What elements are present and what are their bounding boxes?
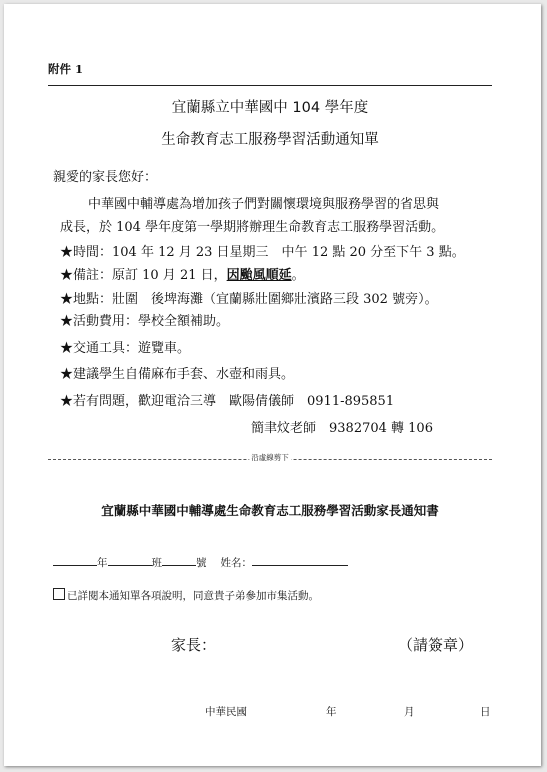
parent-label: 家長：	[171, 636, 217, 654]
date-day: 日	[480, 706, 491, 718]
consent-row	[53, 588, 319, 603]
intro-line-1: 中華國中輔導處為增加孩子們對關懷環境與服務學習的省思與	[88, 197, 440, 212]
attachment-label: 附件 1	[48, 62, 84, 76]
item-note-text: ★備註：原訂 10 月 21 日，	[60, 268, 227, 283]
item-note-emphasis: 因颱風順延	[226, 268, 292, 283]
item-cost: ★活動費用：學校全額補助。	[60, 314, 230, 329]
sign-label: （請簽章）	[398, 636, 474, 654]
date-month: 月	[404, 706, 415, 718]
contact-second: 簡聿炆老師 9382704 轉 106	[251, 421, 433, 436]
cut-label: 沿虛線剪下	[251, 453, 289, 462]
greeting: 親愛的家長您好：	[53, 170, 158, 185]
item-contact: ★若有問題，歡迎電洽三導 歐陽倩儀師 0911-895851	[60, 394, 395, 409]
class-blank[interactable]	[108, 553, 152, 566]
date-era: 中華民國	[205, 706, 247, 718]
form-title: 宜蘭縣中華國中輔導處生命教育志工服務學習活動家長通知書	[101, 503, 439, 518]
name-blank[interactable]	[252, 553, 348, 566]
class-label: 班	[151, 557, 162, 569]
title-line-2: 生命教育志工服務學習活動通知單	[161, 132, 379, 148]
consent-text: 已詳閱本通知單各項說明，同意貴子弟參加市集活動。	[67, 590, 319, 602]
item-note-tail: 。	[291, 268, 305, 283]
item-suggestion: ★建議學生自備麻布手套、水壺和雨具。	[60, 367, 295, 382]
form-fields-row	[53, 553, 348, 570]
header-rule	[48, 85, 492, 86]
name-label: 姓名：	[220, 557, 252, 569]
item-transport: ★交通工具：遊覽車。	[60, 341, 191, 356]
number-blank[interactable]	[162, 553, 196, 566]
grade-blank[interactable]	[53, 553, 97, 566]
item-note	[60, 264, 305, 283]
intro-line-2: 成長，於 104 學年度第一學期將辦理生命教育志工服務學習活動。	[60, 220, 445, 235]
grade-label: 年	[97, 557, 108, 569]
date-year: 年	[326, 706, 337, 718]
item-time: ★時間：104 年 12 月 23 日星期三 中午 12 點 20 分至下午 3 點。	[60, 245, 465, 260]
cut-line	[48, 452, 492, 466]
document-page	[4, 4, 541, 766]
title-line-1: 宜蘭縣立中華國中 104 學年度	[171, 100, 369, 116]
number-label: 號	[196, 557, 207, 569]
item-location: ★地點：壯圍 後埤海灘（宜蘭縣壯圍鄉壯濱路三段 302 號旁）。	[60, 292, 438, 307]
consent-checkbox[interactable]	[53, 588, 65, 600]
